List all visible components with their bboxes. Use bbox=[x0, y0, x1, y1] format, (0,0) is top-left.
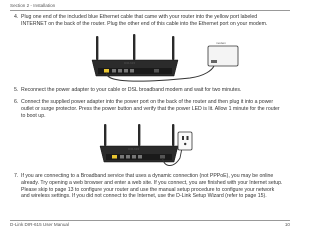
lan-port-4 bbox=[138, 155, 142, 159]
internet-port bbox=[112, 155, 117, 159]
router-antenna-right bbox=[172, 124, 174, 146]
step-text: Connect the supplied power adapter into the power port on the back of the router and then plug it into a power outlet or surge protector. Press the power button and verify that the power LED is lit. Allow 1 minute for the router to boot up. bbox=[21, 99, 280, 119]
page-number: 10 bbox=[284, 222, 290, 227]
lan-port-3 bbox=[132, 155, 136, 159]
outlet-slot-right bbox=[187, 136, 189, 140]
router-model-label: DIR-615 bbox=[128, 147, 140, 151]
router-power-illustration bbox=[98, 124, 198, 171]
step-number: 4. bbox=[14, 14, 19, 20]
step-5 bbox=[14, 87, 284, 94]
router-power-port bbox=[160, 155, 165, 159]
lan-port-1 bbox=[112, 69, 116, 73]
lan-port-2 bbox=[118, 69, 122, 73]
lan-port-4 bbox=[130, 69, 134, 73]
router-antenna-right bbox=[172, 36, 174, 60]
step-text: If you are connecting to a Broadband service that uses a dynamic connection (not PPPoE), you may be online already. Try opening a web browser and enter a web site. If you connect, you are finished with your Internet setup. Please skip to page 13 to configure your router and use the manual setup procedure to configure your network and wireless settings. If you did not connect to the Internet, use the D-Link Setup Wizard (refer to page 15). bbox=[21, 173, 283, 200]
router-antenna-middle bbox=[133, 34, 135, 60]
internet-port bbox=[104, 69, 109, 73]
lan-port-2 bbox=[126, 155, 130, 159]
step-4 bbox=[14, 14, 284, 28]
modem-label: modem bbox=[216, 41, 227, 45]
router-port-strip bbox=[98, 68, 172, 74]
outlet-ground-hole bbox=[184, 143, 186, 145]
router-power-port bbox=[154, 69, 159, 73]
router-model-label: DIR-615 bbox=[124, 61, 136, 65]
step-number: 5. bbox=[14, 87, 19, 93]
router-modem-illustration bbox=[90, 34, 250, 86]
step-number: 7. bbox=[14, 173, 19, 179]
lan-port-3 bbox=[124, 69, 128, 73]
step-6 bbox=[14, 99, 284, 119]
step-number: 6. bbox=[14, 99, 19, 105]
outlet-slot-left bbox=[182, 136, 184, 140]
footer-manual-title: D-Link DIR-615 User Manual bbox=[10, 222, 69, 227]
step-7 bbox=[14, 173, 284, 200]
section-header: Section 2 - Installation bbox=[10, 3, 56, 8]
footer-divider bbox=[10, 220, 290, 221]
power-outlet bbox=[178, 132, 192, 150]
header-divider bbox=[10, 10, 290, 11]
router-antenna-left bbox=[96, 36, 98, 60]
step-text: Reconnect the power adapter to your cable or DSL broadband modem and wait for two minutes. bbox=[21, 87, 242, 93]
router-antenna-left bbox=[104, 124, 106, 146]
step-text: Plug one end of the included blue Ethernet cable that came with your router into the yellow port labeled INTERNET on the back of the router. Plug the other end of this cable into the Ethernet port on your modem. bbox=[21, 14, 268, 27]
lan-port-1 bbox=[120, 155, 124, 159]
router-antenna-middle bbox=[138, 124, 140, 146]
modem-ethernet-port bbox=[211, 60, 217, 63]
